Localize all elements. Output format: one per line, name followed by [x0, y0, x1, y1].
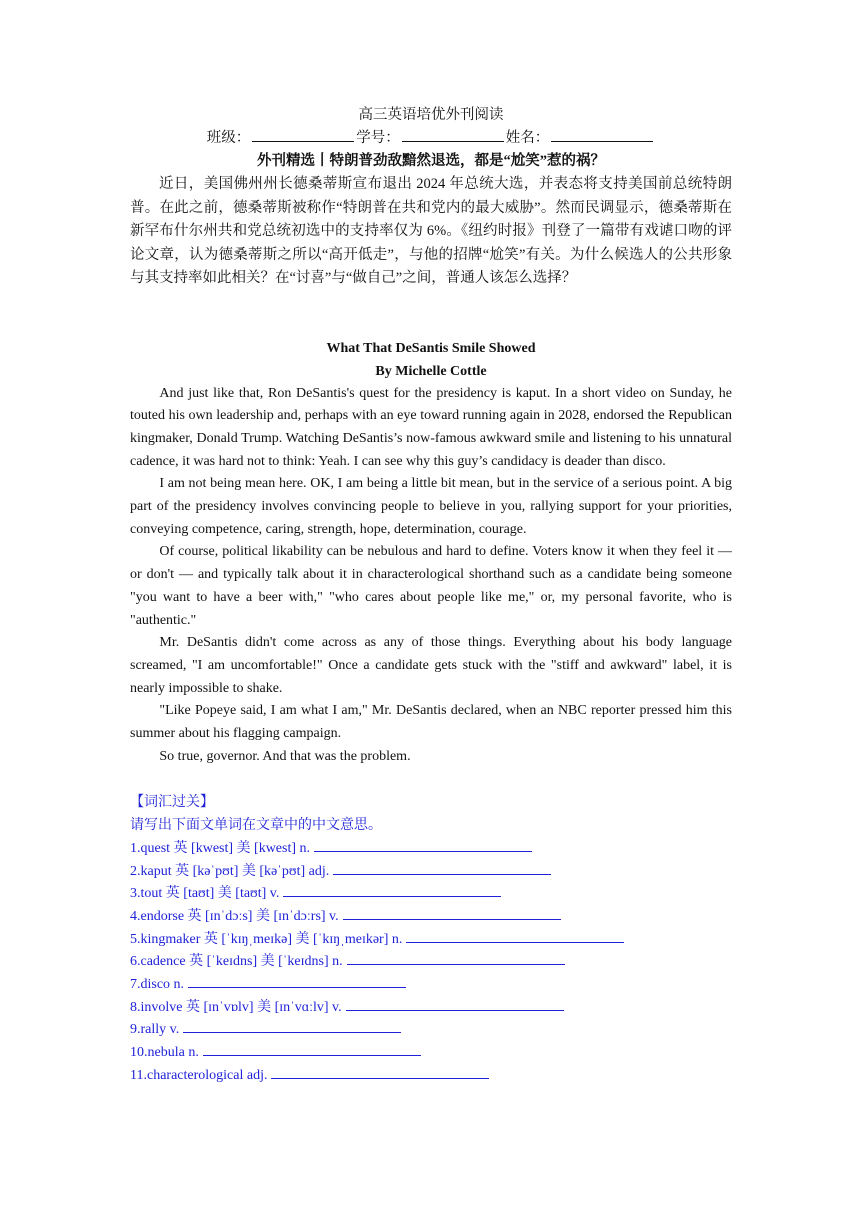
answer-blank[interactable] [314, 838, 532, 852]
answer-blank[interactable] [203, 1042, 421, 1056]
vocab-word: 5.kingmaker 英 [ˈkɪŋˌmeɪkə] 美 [ˈkɪŋˌmeɪkər] n. [130, 931, 403, 947]
number-label: 学号： [356, 130, 400, 146]
vocab-item [130, 951, 732, 974]
vocab-item [130, 997, 732, 1020]
article-paragraph: "Like Popeye said, I am what I am," Mr. DeSantis declared, when an NBC reporter pressed him this summer about his flagging campaign. [130, 703, 732, 742]
page-title: 高三英语培优外刊阅读 [358, 107, 504, 123]
vocab-item [130, 1042, 732, 1065]
answer-blank[interactable] [343, 906, 561, 920]
vocab-word: 6.cadence 英 [ˈkeɪdns] 美 [ˈkeɪdns] n. [130, 954, 343, 970]
vocabulary-instruction: 请写出下面文单词在文章中的中文意思。 [130, 818, 382, 834]
answer-blank[interactable] [188, 974, 406, 988]
answer-blank[interactable] [183, 1019, 401, 1033]
vocab-item [130, 838, 732, 861]
vocab-word: 11.characterological adj. [130, 1067, 268, 1083]
vocab-item [130, 974, 732, 997]
document-page [130, 100, 732, 1088]
class-blank[interactable] [252, 127, 354, 142]
vocab-item [130, 906, 732, 929]
vocab-word: 7.disco n. [130, 977, 185, 993]
answer-blank[interactable] [406, 929, 624, 943]
vocab-item [130, 883, 732, 906]
vocab-word: 4.endorse 英 [ɪnˈdɔːs] 美 [ɪnˈdɔːrs] v. [130, 908, 339, 924]
article-byline: By Michelle Cottle [375, 363, 487, 379]
vocab-word: 9.rally v. [130, 1022, 180, 1038]
vocab-item [130, 1065, 732, 1088]
name-blank[interactable] [551, 127, 653, 142]
answer-blank[interactable] [346, 997, 564, 1011]
class-label: 班级： [206, 130, 251, 146]
article-paragraph: So true, governor. And that was the problem. [159, 748, 411, 764]
article-paragraph: And just like that, Ron DeSantis's quest for the presidency is kaput. In a short video on Sunday, he touted his own leadership and, perhaps with an eye toward running again in 2028, endorsed the Republican kingmaker, Donald Trump. Watching DeSantis’s now-famous awkward smile and listening to his unnatural cadence, it was hard not to think: Yeah. I can see why this guy’s candidacy is deader than disco. [130, 385, 732, 469]
vocab-word: 10.nebula n. [130, 1045, 199, 1061]
answer-blank[interactable] [333, 861, 551, 875]
vocab-word: 1.quest 英 [kwest] 美 [kwest] n. [130, 840, 311, 856]
intro-paragraph: 近日，美国佛州州长德桑蒂斯宣布退出 2024 年总统大选，并表态将支持美国前总统特朗普。在此之前，德桑蒂斯被称作“特朗普在共和党内的最大威胁”。然而民调显示，德桑蒂斯在新罕布什尔州共和党总统初选中的支持率仅为 6%。《纽约时报》刊登了一篇带有戏谑口吻的评论文章，认为德桑蒂斯之所以“高开低走”，与他的招牌“尬笑”有关。为什么候选人的公共形象与其支持率如此相关？在“讨喜”与“做自己”之间，普通人该怎么选择？ [130, 176, 732, 286]
answer-blank[interactable] [271, 1065, 489, 1079]
vocab-word: 3.tout 英 [taʊt] 美 [taʊt] v. [130, 886, 280, 902]
vocab-item [130, 861, 732, 884]
number-blank[interactable] [402, 127, 504, 142]
article-paragraph: I am not being mean here. OK, I am being a little bit mean, but in the service of a serious point. A big part of the presidency involves convincing people to believe in you, rallying support for your priorities, conveying competence, caring, strength, hope, determination, courage. [130, 476, 732, 537]
headline: 外刊精选丨特朗普劲敌黯然退选，都是“尬笑”惹的祸？ [257, 153, 605, 169]
spacer [130, 291, 732, 337]
vocabulary-heading: 【词汇过关】 [130, 795, 214, 811]
article-paragraph: Of course, political likability can be nebulous and hard to define. Voters know it when they feel it — or don't — and typically talk about it in characterological shorthand such as a candidate being someone "you want to have a beer with," "who cares about people like me," or, my personal favorite, who is "authentic." [130, 544, 732, 628]
vocab-word: 8.involve 英 [ɪnˈvɒlv] 美 [ɪnˈvɑːlv] v. [130, 999, 342, 1015]
vocab-item [130, 929, 732, 952]
answer-blank[interactable] [283, 883, 501, 897]
vocab-word: 2.kaput 英 [kəˈpʊt] 美 [kəˈpʊt] adj. [130, 863, 330, 879]
answer-blank[interactable] [347, 951, 565, 965]
vocabulary-section [130, 792, 732, 1087]
name-label: 姓名： [505, 130, 550, 146]
vocab-item [130, 1019, 732, 1042]
article-title: What That DeSantis Smile Showed [326, 340, 536, 356]
student-info-line [130, 127, 732, 150]
article-paragraph: Mr. DeSantis didn't come across as any of those things. Everything about his body language screamed, "I am uncomfortable!" Once a candidate gets stuck with the "stiff and awkward" label, it is nearly impossible to shake. [130, 635, 732, 696]
